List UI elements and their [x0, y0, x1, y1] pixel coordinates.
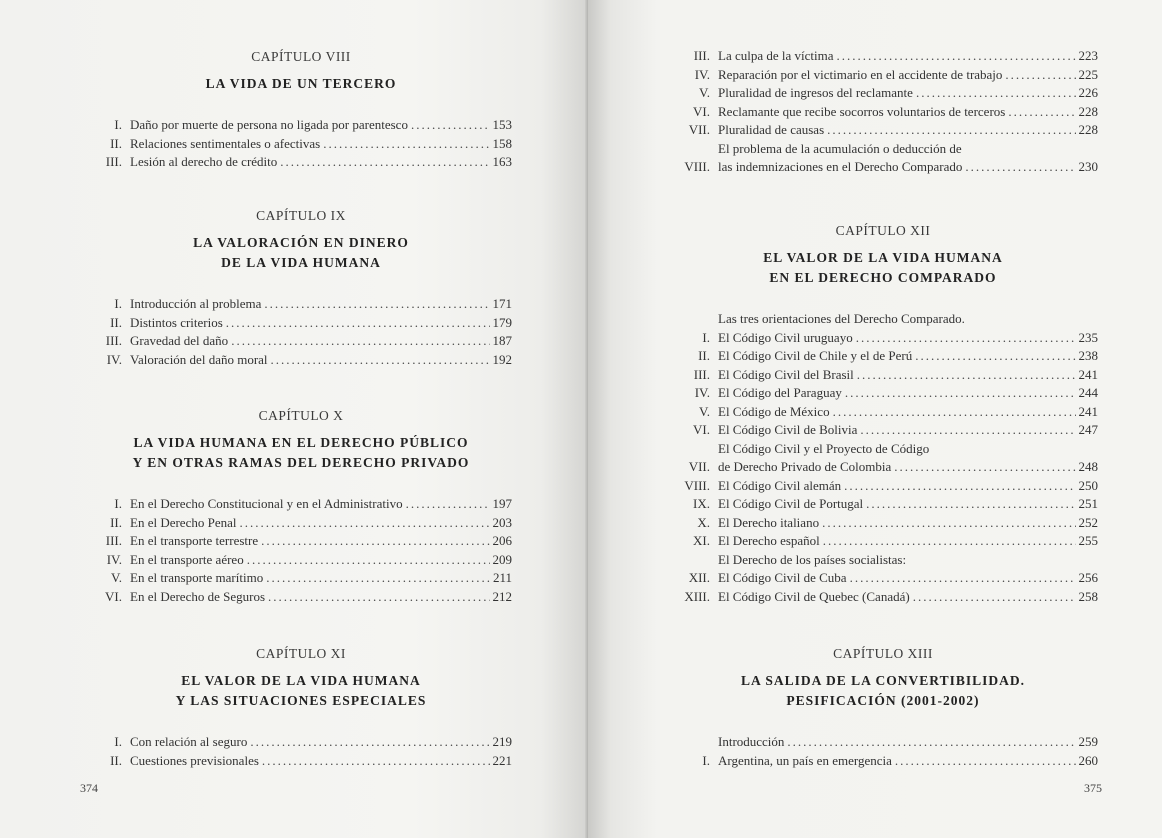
- entry-body: [130, 514, 512, 533]
- entry-numeral: V.: [699, 85, 710, 100]
- entry-page-number: 251: [1078, 496, 1098, 511]
- chapter-title-line: EL VALOR DE LA VIDA HUMANA: [763, 250, 1003, 265]
- entry-numeral: II.: [110, 752, 122, 768]
- dot-leader: [866, 495, 1075, 514]
- entry-page-number: 247: [1078, 422, 1098, 437]
- entry-body: [130, 295, 512, 314]
- entry-title: El Código Civil del Brasil: [718, 366, 854, 382]
- entry-title: de Derecho Privado de Colombia: [718, 459, 892, 474]
- entry-title: Argentina, un país en emergencia: [718, 752, 892, 768]
- entry-page-number: 228: [1078, 122, 1098, 137]
- chapter-title-line: DE LA VIDA HUMANA: [221, 255, 381, 270]
- entry-title: El Derecho italiano: [718, 514, 820, 530]
- entry-page-number: 256: [1078, 570, 1098, 585]
- chapter-number: CAPÍTULO VIII: [251, 49, 351, 64]
- entry-title-line: El problema de la acumulación o deducción de: [718, 140, 962, 156]
- entry-page-number: 211: [492, 570, 512, 585]
- dot-leader: [231, 332, 489, 351]
- dot-leader: [860, 421, 1075, 440]
- dot-leader: [411, 116, 490, 135]
- entry-title: Cuestiones previsionales: [130, 752, 259, 768]
- entry-page-number: 258: [1078, 588, 1098, 604]
- entry-body: [130, 135, 512, 154]
- toc-entry: [668, 403, 1098, 422]
- entry-numeral: VII.: [688, 459, 710, 474]
- entry-title: El Derecho español: [718, 533, 820, 548]
- entry-title: Daño por muerte de persona no ligada por parentesco: [130, 117, 408, 132]
- toc-entry: [90, 514, 512, 533]
- chapter-x: [90, 407, 512, 606]
- dot-leader: [280, 153, 489, 172]
- toc-entry: [90, 332, 512, 351]
- chapter-xiii: [668, 645, 1098, 770]
- entry-numeral: IX.: [693, 496, 710, 511]
- entry-title: Valoración del daño moral: [130, 351, 268, 367]
- dot-leader: [1005, 66, 1075, 85]
- entry-title: El Código del Paraguay: [718, 385, 842, 400]
- entry-body: [718, 421, 1098, 440]
- entry-title: Gravedad del daño: [130, 333, 229, 348]
- entry-title: Pluralidad de ingresos del reclamante: [718, 85, 913, 100]
- chapter-number: CAPÍTULO IX: [256, 208, 346, 223]
- chapter-title-line: Y EN OTRAS RAMAS DEL DERECHO PRIVADO: [132, 455, 470, 470]
- entry-numeral: I.: [114, 496, 122, 511]
- entry-numeral: VIII.: [684, 159, 710, 174]
- entry-page-number: 259: [1078, 734, 1098, 749]
- entry-numeral: I.: [114, 117, 122, 132]
- entry-page-number: 209: [492, 551, 512, 567]
- toc-entry: [668, 103, 1098, 122]
- entry-body: [718, 733, 1098, 752]
- entry-numeral: X.: [697, 514, 710, 530]
- dot-leader: [844, 477, 1075, 496]
- chapter-title-line: LA VIDA HUMANA EN EL DERECHO PÚBLICO: [133, 435, 469, 450]
- chapter-title-line: PESIFICACIÓN (2001-2002): [786, 693, 980, 708]
- entry-body: [130, 495, 512, 514]
- entry-body: [718, 366, 1098, 385]
- entry-body: [718, 140, 1098, 177]
- chapter-number: CAPÍTULO XII: [835, 223, 931, 238]
- entry-numeral: XI.: [693, 533, 710, 548]
- entry-body: [718, 103, 1098, 122]
- toc-entry: [90, 551, 512, 570]
- dot-leader: [895, 752, 1076, 771]
- entry-title: Introducción al problema: [130, 296, 262, 311]
- toc-entry: [668, 66, 1098, 85]
- entry-title: El Código Civil de Portugal: [718, 496, 864, 511]
- entry-body: [130, 733, 512, 752]
- toc-entries: [668, 47, 1098, 177]
- entry-numeral: V.: [111, 570, 122, 585]
- dot-leader: [262, 752, 490, 771]
- entry-title: El Código Civil de Cuba: [718, 570, 847, 585]
- toc-entry: [90, 569, 512, 588]
- entry-page-number: 179: [492, 314, 512, 330]
- dot-leader: [857, 366, 1076, 385]
- entry-page-number: 241: [1078, 366, 1098, 382]
- entry-page-number: 219: [492, 734, 512, 749]
- entry-numeral: III.: [105, 154, 122, 169]
- entry-title: En el Derecho de Seguros: [130, 588, 266, 604]
- entry-title: Distintos criterios: [130, 314, 223, 330]
- entry-body: [718, 384, 1098, 403]
- entry-body: [718, 752, 1098, 771]
- toc-entry: [668, 551, 1098, 588]
- toc-entries: [90, 495, 512, 606]
- entry-page-number: 226: [1078, 85, 1098, 100]
- entry-page-number: 153: [492, 117, 512, 132]
- chapter-title: [90, 671, 512, 711]
- entry-body: [130, 551, 512, 570]
- entry-numeral: XII.: [688, 570, 710, 585]
- entry-body: [130, 332, 512, 351]
- entry-title: Relaciones sentimentales o afectivas: [130, 135, 321, 151]
- entry-numeral: II.: [110, 135, 122, 151]
- entry-body: [130, 532, 512, 551]
- entry-body: [130, 351, 512, 370]
- toc-entry: [668, 733, 1098, 752]
- chapter-xi-continued: [668, 47, 1098, 177]
- entry-numeral: III.: [693, 48, 710, 63]
- entry-title: Reclamante que recibe socorros voluntarios de terceros: [718, 103, 1006, 119]
- dot-leader: [226, 314, 490, 333]
- entry-body: [130, 314, 512, 333]
- dot-leader: [1008, 103, 1075, 122]
- entry-title: En el Derecho Constitucional y en el Administrativo: [130, 496, 403, 511]
- chapter-number: CAPÍTULO XI: [256, 646, 346, 661]
- toc-entry: [90, 532, 512, 551]
- chapter-title: [90, 433, 512, 473]
- toc-entry: [668, 121, 1098, 140]
- entry-page-number: 241: [1078, 403, 1098, 419]
- chapter-title: [90, 74, 512, 94]
- dot-leader: [239, 514, 489, 533]
- dot-leader: [822, 514, 1075, 533]
- entry-page-number: 252: [1078, 514, 1098, 530]
- entry-body: [718, 477, 1098, 496]
- entry-page-number: 223: [1078, 48, 1098, 63]
- entry-numeral: VI.: [105, 588, 122, 604]
- toc-entry: [90, 295, 512, 314]
- entry-body: [718, 495, 1098, 514]
- entry-body: [718, 310, 1098, 347]
- entry-page-number: 171: [492, 296, 512, 311]
- toc-entry: [90, 351, 512, 370]
- dot-leader: [268, 588, 489, 607]
- toc-entry: [668, 588, 1098, 607]
- chapter-title-line: EN EL DERECHO COMPARADO: [769, 270, 997, 285]
- entry-numeral: III.: [105, 533, 122, 548]
- entry-title: El Código Civil uruguayo: [718, 329, 853, 345]
- toc-entry: [90, 135, 512, 154]
- entry-body: [718, 347, 1098, 366]
- entry-numeral: XIII.: [684, 588, 710, 604]
- dot-leader: [833, 403, 1076, 422]
- entry-body: [718, 514, 1098, 533]
- chapter-title: [668, 671, 1098, 711]
- chapter-xii: [668, 222, 1098, 606]
- toc-entry: [668, 532, 1098, 551]
- entry-numeral: VI.: [693, 422, 710, 437]
- toc-entry: [668, 495, 1098, 514]
- entry-numeral: VIII.: [684, 477, 710, 493]
- toc-entry: [90, 116, 512, 135]
- dot-leader: [823, 532, 1076, 551]
- entry-body: [130, 116, 512, 135]
- entry-title: Con relación al seguro: [130, 734, 248, 749]
- chapter-ix: [90, 207, 512, 369]
- entry-title-line: El Código Civil y el Proyecto de Código: [718, 440, 930, 456]
- entry-body: [718, 551, 1098, 588]
- entry-page-number: 228: [1078, 103, 1098, 119]
- entry-title: Pluralidad de causas: [718, 122, 825, 137]
- dot-leader: [965, 158, 1075, 177]
- toc-entries: [90, 733, 512, 770]
- toc-entry: [668, 310, 1098, 347]
- entry-numeral: II.: [110, 314, 122, 330]
- entry-numeral: III.: [105, 333, 122, 348]
- entry-numeral: V.: [699, 403, 710, 419]
- chapter-title-line: LA VALORACIÓN EN DINERO: [193, 235, 409, 250]
- entry-body: [718, 403, 1098, 422]
- entry-title-line: El Derecho de los países socialistas:: [718, 551, 907, 567]
- entry-page-number: 203: [492, 514, 512, 530]
- entry-numeral: III.: [693, 366, 710, 382]
- entry-numeral: IV.: [106, 351, 122, 367]
- page-number: 374: [80, 781, 98, 795]
- toc-entries: [668, 733, 1098, 770]
- toc-entry: [90, 733, 512, 752]
- toc-entry: [90, 153, 512, 172]
- toc-entry: [668, 84, 1098, 103]
- entry-numeral: IV.: [694, 66, 710, 82]
- entry-title: La culpa de la víctima: [718, 48, 834, 63]
- chapter-viii: [90, 48, 512, 172]
- entry-title: Introducción: [718, 734, 785, 749]
- entry-body: [718, 66, 1098, 85]
- chapter-title-line: Y LAS SITUACIONES ESPECIALES: [175, 693, 427, 708]
- entry-page-number: 250: [1078, 477, 1098, 493]
- entry-title: El Código Civil de Bolivia: [718, 422, 858, 437]
- entry-page-number: 197: [492, 496, 512, 511]
- toc-entry: [668, 514, 1098, 533]
- dot-leader: [406, 495, 490, 514]
- entry-body: [130, 153, 512, 172]
- entry-page-number: 212: [492, 588, 512, 604]
- entry-numeral: VI.: [693, 103, 710, 119]
- entry-page-number: 248: [1078, 459, 1098, 474]
- toc-entry: [90, 588, 512, 607]
- dot-leader: [323, 135, 489, 154]
- entry-page-number: 238: [1078, 348, 1098, 363]
- entry-title: En el transporte marítimo: [130, 570, 264, 585]
- dot-leader: [264, 295, 489, 314]
- chapter-number: CAPÍTULO X: [258, 408, 344, 423]
- toc-entries: [668, 310, 1098, 606]
- entry-numeral: I.: [702, 329, 710, 345]
- entry-numeral: I.: [114, 296, 122, 311]
- entry-title: El Código Civil de Quebec (Canadá): [718, 588, 910, 604]
- entry-body: [718, 84, 1098, 103]
- entry-title: En el transporte terrestre: [130, 533, 259, 548]
- chapter-title: [668, 248, 1098, 288]
- toc-entry: [668, 752, 1098, 771]
- toc-entries: [90, 295, 512, 369]
- chapter-title: [90, 233, 512, 273]
- entry-page-number: 230: [1078, 159, 1098, 174]
- entry-numeral: II.: [698, 348, 710, 363]
- entry-page-number: 158: [492, 135, 512, 151]
- toc-entry: [668, 477, 1098, 496]
- entry-page-number: 255: [1078, 533, 1098, 548]
- toc-entry: [90, 495, 512, 514]
- toc-entries: [90, 116, 512, 172]
- dot-leader: [261, 532, 489, 551]
- entry-title: En el transporte aéreo: [130, 551, 244, 567]
- entry-page-number: 235: [1078, 329, 1098, 345]
- entry-page-number: 244: [1078, 385, 1098, 400]
- dot-leader: [787, 733, 1075, 752]
- dot-leader: [845, 384, 1076, 403]
- entry-body: [718, 588, 1098, 607]
- right-page: [588, 0, 1162, 838]
- entry-page-number: 187: [492, 333, 512, 348]
- toc-entry: [90, 752, 512, 771]
- entry-numeral: I.: [702, 752, 710, 768]
- dot-leader: [915, 347, 1075, 366]
- entry-page-number: 206: [492, 533, 512, 548]
- entry-numeral: I.: [114, 734, 122, 749]
- entry-body: [130, 588, 512, 607]
- dot-leader: [247, 551, 490, 570]
- chapter-title-line: LA SALIDA DE LA CONVERTIBILIDAD.: [741, 673, 1025, 688]
- chapter-title-line: LA VIDA DE UN TERCERO: [205, 76, 397, 91]
- entry-numeral: IV.: [694, 385, 710, 400]
- entry-page-number: 163: [492, 154, 512, 169]
- entry-page-number: 225: [1078, 66, 1098, 82]
- dot-leader: [271, 351, 490, 370]
- entry-numeral: IV.: [106, 551, 122, 567]
- toc-entry: [668, 384, 1098, 403]
- toc-entry: [668, 366, 1098, 385]
- entry-title: El Código Civil alemán: [718, 477, 842, 493]
- dot-leader: [850, 569, 1076, 588]
- toc-entry: [668, 140, 1098, 177]
- entry-title: En el Derecho Penal: [130, 514, 237, 530]
- dot-leader: [856, 329, 1076, 348]
- toc-entry: [668, 347, 1098, 366]
- entry-body: [718, 532, 1098, 551]
- entry-body: [718, 121, 1098, 140]
- entry-body: [130, 569, 512, 588]
- entry-numeral: VII.: [688, 122, 710, 137]
- entry-numeral: II.: [110, 514, 122, 530]
- dot-leader: [266, 569, 490, 588]
- entry-body: [718, 47, 1098, 66]
- toc-entry: [90, 314, 512, 333]
- entry-page-number: 192: [492, 351, 512, 367]
- entry-title: Lesión al derecho de crédito: [130, 154, 278, 169]
- entry-body: [718, 440, 1098, 477]
- entry-title-line: Las tres orientaciones del Derecho Comparado.: [718, 311, 965, 326]
- entry-title: El Código de México: [718, 403, 830, 419]
- toc-entry: [668, 47, 1098, 66]
- entry-title: Reparación por el victimario en el accidente de trabajo: [718, 66, 1003, 82]
- dot-leader: [250, 733, 489, 752]
- dot-leader: [894, 458, 1075, 477]
- dot-leader: [913, 588, 1076, 607]
- dot-leader: [916, 84, 1076, 103]
- entry-title: El Código Civil de Chile y el de Perú: [718, 348, 913, 363]
- toc-entry: [668, 440, 1098, 477]
- entry-title: las indemnizaciones en el Derecho Comparado: [718, 159, 963, 174]
- entry-page-number: 260: [1078, 752, 1098, 768]
- dot-leader: [827, 121, 1075, 140]
- entry-page-number: 221: [492, 752, 512, 768]
- chapter-number: CAPÍTULO XIII: [833, 646, 933, 661]
- entry-body: [130, 752, 512, 771]
- chapter-title-line: EL VALOR DE LA VIDA HUMANA: [181, 673, 421, 688]
- toc-entry: [668, 421, 1098, 440]
- page-number: 375: [1084, 781, 1102, 795]
- chapter-xi: [90, 645, 512, 770]
- dot-leader: [837, 47, 1076, 66]
